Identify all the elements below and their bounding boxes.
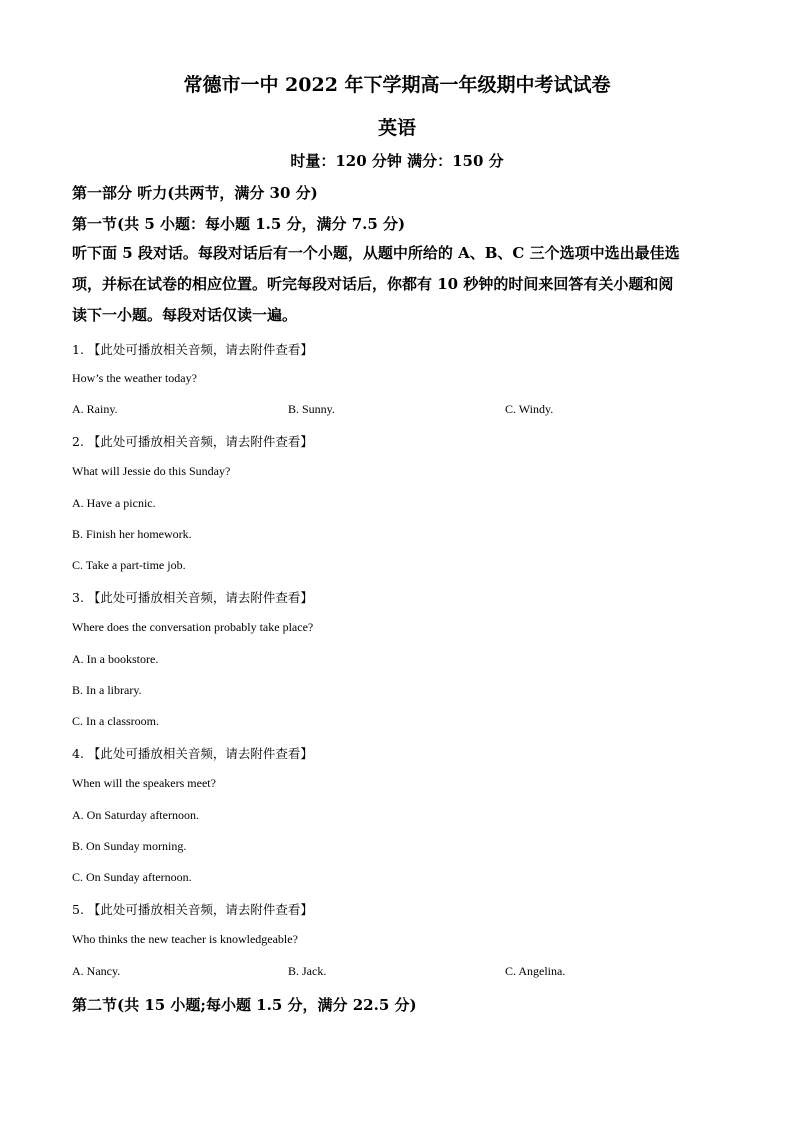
section1-heading: 第一节(共 5 小题：每小题 1.5 分，满分 7.5 分) <box>72 215 406 233</box>
question-4-audio-note: 4. 【此处可播放相关音频，请去附件查看】 <box>72 746 313 761</box>
question-2-text: What will Jessie do this Sunday? <box>72 464 231 478</box>
listening-instructions <box>72 238 722 331</box>
part1-heading: 第一部分 听力(共两节，满分 30 分) <box>72 184 318 202</box>
question-3-option-c: C. In a classroom. <box>72 714 159 728</box>
question-1-text: How’s the weather today? <box>72 371 197 385</box>
question-2-option-c: C. Take a part-time job. <box>72 558 186 572</box>
question-5-audio-note: 5. 【此处可播放相关音频，请去附件查看】 <box>72 902 313 917</box>
question-1-option-c: C. Windy. <box>505 402 554 416</box>
instruction-line: 听下面 5 段对话。每段对话后有一个小题，从题中所给的 A、B、C 三个选项中选出最佳选 <box>72 244 680 262</box>
section2-heading: 第二节(共 15 小题;每小题 1.5 分，满分 22.5 分) <box>72 996 417 1014</box>
question-5-text: Who thinks the new teacher is knowledgeable? <box>72 932 298 946</box>
question-2-option-b: B. Finish her homework. <box>72 527 192 541</box>
question-4-option-b: B. On Sunday morning. <box>72 839 187 853</box>
question-1-audio-note: 1. 【此处可播放相关音频，请去附件查看】 <box>72 342 313 357</box>
question-5-option-b: B. Jack. <box>288 964 327 978</box>
question-1-option-a: A. Rainy. <box>72 402 118 416</box>
question-3-audio-note: 3. 【此处可播放相关音频，请去附件查看】 <box>72 590 313 605</box>
subject-title: 英语 <box>377 117 416 139</box>
instruction-line: 读下一小题。每段对话仅读一遍。 <box>72 306 298 324</box>
question-3-option-b: B. In a library. <box>72 683 142 697</box>
instruction-line: 项，并标在试卷的相应位置。听完每段对话后，你都有 10 秒钟的时间来回答有关小题和阅 <box>72 275 674 293</box>
question-5-option-a: A. Nancy. <box>72 964 121 978</box>
time-score-line: 时量：120 分钟 满分：150 分 <box>290 152 504 170</box>
question-2-option-a: A. Have a picnic. <box>72 496 156 510</box>
question-3-option-a: A. In a bookstore. <box>72 652 159 666</box>
question-1-option-b: B. Sunny. <box>288 402 335 416</box>
question-2-audio-note: 2. 【此处可播放相关音频，请去附件查看】 <box>72 434 313 449</box>
exam-title: 常德市一中 2022 年下学期高一年级期中考试试卷 <box>183 74 611 96</box>
question-5-option-c: C. Angelina. <box>505 964 566 978</box>
question-3-text: Where does the conversation probably take place? <box>72 620 314 634</box>
question-4-option-c: C. On Sunday afternoon. <box>72 870 192 884</box>
question-4-option-a: A. On Saturday afternoon. <box>72 808 199 822</box>
question-4-text: When will the speakers meet? <box>72 776 216 790</box>
